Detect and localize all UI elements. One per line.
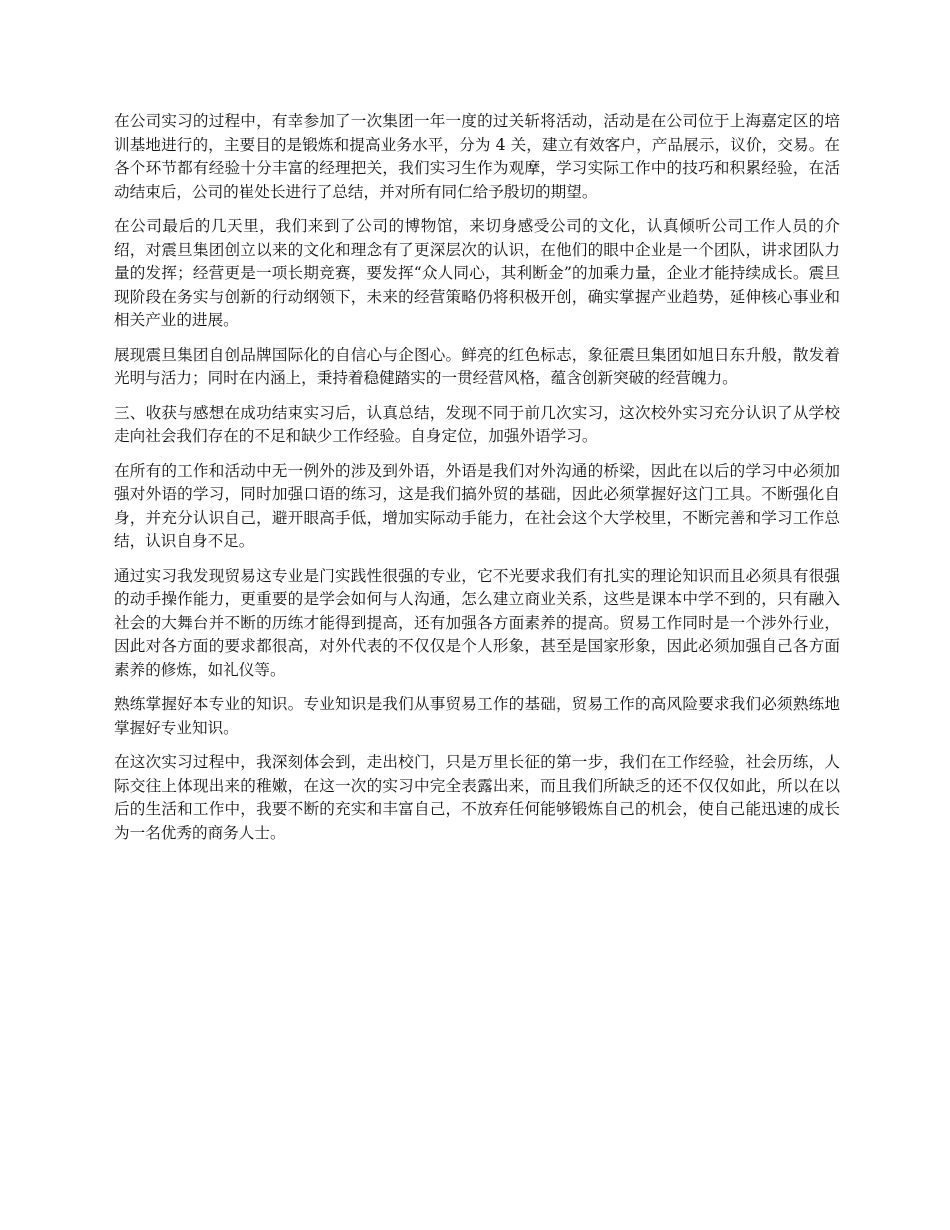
- paragraph-6: 通过实习我发现贸易这专业是门实践性很强的专业，它不光要求我们有扎实的理论知识而且必须具有很强的动手操作能力，更重要的是学会如何与人沟通，怎么建立商业关系，这些是课本中学不到的，只有融入社会的大舞台并不断的历练才能得到提高，还有加强各方面素养的提高。贸易工作同时是一个涉外行业，因此对各方面的要求都很高，对外代表的不仅仅是个人形象，甚至是国家形象，因此必须加强自己各方面素养的修炼，如礼仪等。: [114, 566, 840, 679]
- paragraph-7: 熟练掌握好本专业的知识。专业知识是我们从事贸易工作的基础，贸易工作的高风险要求我们必须熟练地掌握好专业知识。: [114, 695, 840, 737]
- paragraph-2: 在公司最后的几天里，我们来到了公司的博物馆，来切身感受公司的文化，认真倾听公司工作人员的介绍，对震旦集团创立以来的文化和理念有了更深层次的认识，在他们的眼中企业是一个团队，讲求团队力量的发挥；经营更是一项长期竞赛，要发挥“众人同心，其利断金”的加乘力量，企业才能持续成长。震旦现阶段在务实与创新的行动纲领下，未来的经营策略仍将积极开创，确实掌握产业趋势，延伸核心事业和相关产业的进展。: [114, 217, 840, 329]
- paragraph-3: 展现震旦集团自创品牌国际化的自信心与企图心。鲜亮的红色标志，象征震旦集团如旭日东升般，散发着光明与活力；同时在内涵上，秉持着稳健踏实的一贯经营风格，蕴含创新突破的经营魄力。: [114, 345, 840, 387]
- document-body: [114, 110, 840, 856]
- paragraph-5: 在所有的工作和活动中无一例外的涉及到外语，外语是我们对外沟通的桥梁，因此在以后的学习中必须加强对外语的学习，同时加强口语的练习，这是我们搞外贸的基础，因此必须掌握好这门工具。不断强化自身，并充分认识自己，避开眼高手低，增加实际动手能力，在社会这个大学校里，不断完善和学习工作总结，认识自身不足。: [114, 461, 840, 550]
- paragraph-8: 在这次实习过程中，我深刻体会到，走出校门，只是万里长征的第一步，我们在工作经验，社会历练，人际交往上体现出来的稚嫩，在这一次的实习中完全表露出来，而且我们所缺乏的还不仅仅如此，所以在以后的生活和工作中，我要不断的充实和丰富自己，不放弃任何能够锻炼自己的机会，使自己能迅速的成长为一名优秀的商务人士。: [114, 753, 840, 842]
- paragraph-4: 三、收获与感想在成功结束实习后，认真总结，发现不同于前几次实习，这次校外实习充分认识了从学校走向社会我们存在的不足和缺少工作经验。自身定位，加强外语学习。: [114, 403, 840, 445]
- paragraph-1: 在公司实习的过程中，有幸参加了一次集团一年一度的过关斩将活动，活动是在公司位于上海嘉定区的培训基地进行的，主要目的是锻炼和提高业务水平，分为 4 关，建立有效客户，产品展示，议价，交易。在各个环节都有经验十分丰富的经理把关，我们实习生作为观摩，学习实际工作中的技巧和积累经验，在活动结束后，公司的崔处长进行了总结，并对所有同仁给予殷切的期望。: [114, 112, 840, 201]
